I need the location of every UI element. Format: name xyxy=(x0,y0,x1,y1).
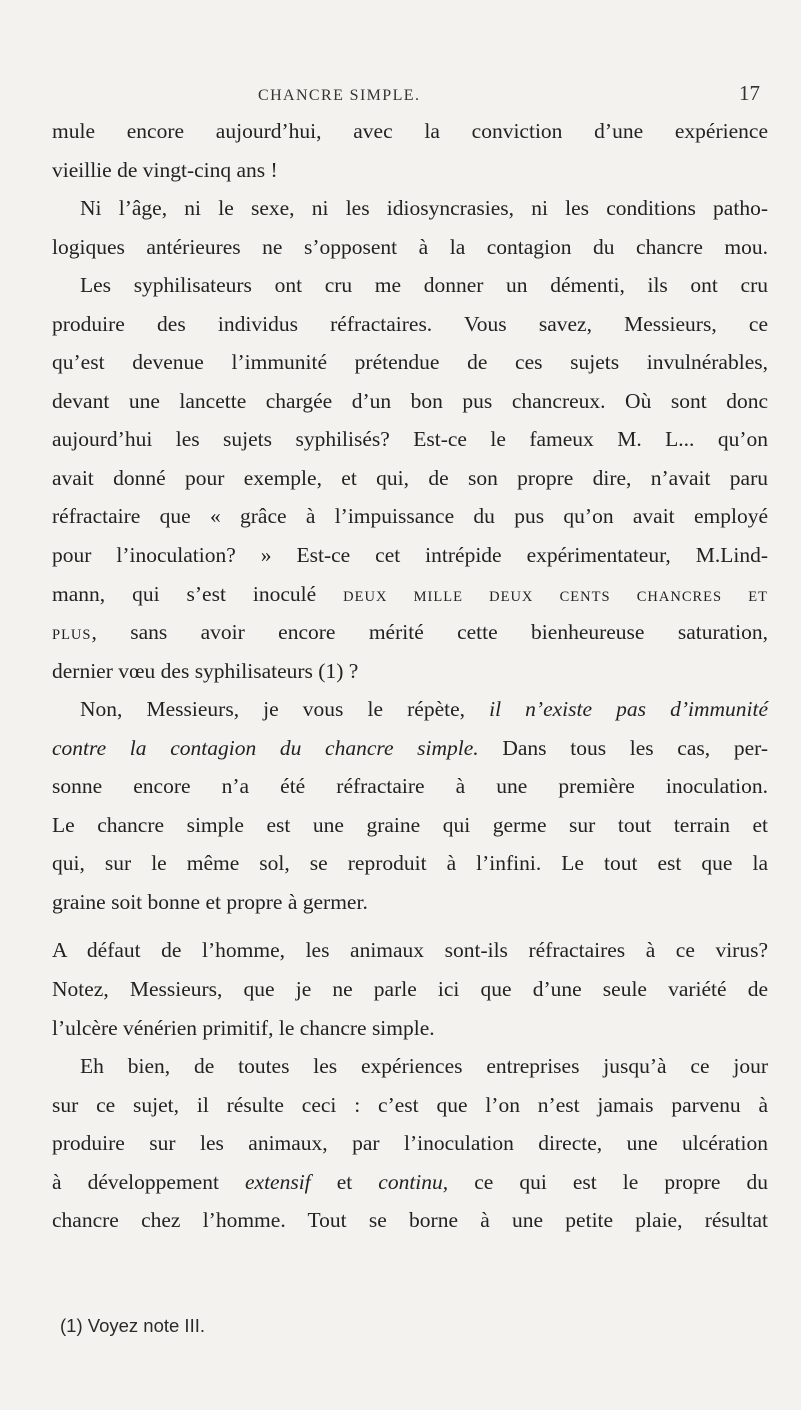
text-line xyxy=(52,729,768,768)
text-line xyxy=(52,613,768,652)
text-line: produire des individus réfractaires. Vous savez, Messieurs, ce xyxy=(52,311,768,336)
text-run: Non, Messieurs, je vous le répète, xyxy=(80,697,466,722)
text-line: dernier vœu des syphilisateurs (1) ? xyxy=(52,658,359,683)
text-run: et xyxy=(336,1169,353,1194)
text-line: Eh bien, de toutes les expériences entreprises jusqu’à ce jour xyxy=(80,1054,768,1079)
paragraph-gap xyxy=(52,921,768,931)
text-line: Le chancre simple est une graine qui germe sur tout terrain et xyxy=(52,812,768,837)
text-line: réfractaire que « grâce à l’impuissance du pus qu’on avait employé xyxy=(52,504,768,529)
text-line: mule encore aujourd’hui, avec la conviction d’une expérience xyxy=(52,119,768,143)
running-title: CHANCRE SIMPLE. xyxy=(258,87,421,104)
text-line: Notez, Messieurs, que je ne parle ici que d’une seule variété de xyxy=(52,977,768,1002)
footnote: (1) Voyez note III. xyxy=(60,1315,205,1336)
text-line: aujourd’hui les sujets syphilisés? Est-ce le fameux M. L... qu’on xyxy=(52,427,768,452)
text-line: produire sur les animaux, par l’inoculation directe, une ulcération xyxy=(52,1131,768,1156)
text-line: A défaut de l’homme, les animaux sont-ils réfractaires à ce virus? xyxy=(52,938,768,963)
text-run: , sans avoir encore mérité cette bienheureuse saturation, xyxy=(91,620,768,645)
text-line: qu’est devenue l’immunité prétendue de ces sujets invulnérables, xyxy=(52,350,768,375)
text-line: sur ce sujet, il résulte ceci : c’est que l’on n’est jamais parvenu à xyxy=(52,1092,768,1117)
text-line: qui, sur le même sol, se reproduit à l’infini. Le tout est que la xyxy=(52,851,768,876)
text-line: l’ulcère vénérien primitif, le chancre simple. xyxy=(52,1015,435,1040)
text-line: logiques antérieures ne s’opposent à la contagion du chancre mou. xyxy=(52,234,768,259)
text-line: graine soit bonne et propre à germer. xyxy=(52,889,368,914)
italic-emphasis: continu, xyxy=(378,1169,449,1194)
italic-emphasis: il n’existe pas d’immunité xyxy=(489,697,769,722)
text-line: avait donné pour exemple, et qui, de son propre dire, n’avait paru xyxy=(52,465,768,490)
text-run: ce qui est le propre du xyxy=(474,1169,768,1194)
text-line xyxy=(52,1163,768,1202)
small-caps-emphasis: DEUX MILLE DEUX CENTS CHANCRES ET xyxy=(343,588,769,605)
text-run: Dans tous les cas, per- xyxy=(478,735,768,760)
italic-emphasis: contre la contagion du chancre simple. xyxy=(52,735,479,760)
text-line: chancre chez l’homme. Tout se borne à une petite plaie, résultat xyxy=(52,1208,768,1233)
italic-emphasis: extensif xyxy=(244,1169,311,1194)
page-number: 17 xyxy=(739,81,760,105)
text-line xyxy=(52,575,768,614)
text-line: vieillie de vingt-cinq ans ! xyxy=(52,157,278,182)
small-caps-emphasis: PLUS xyxy=(52,627,92,644)
text-line: sonne encore n’a été réfractaire à une première inoculation. xyxy=(52,774,768,799)
text-line xyxy=(52,690,768,729)
text-line: Les syphilisateurs ont cru me donner un démenti, ils ont cru xyxy=(80,273,768,298)
text-line: pour l’inoculation? » Est-ce cet intrépide expérimentateur, M.Lind- xyxy=(52,543,768,568)
text-run: mann, qui s’est inoculé xyxy=(52,581,317,606)
text-line: Ni l’âge, ni le sexe, ni les idiosyncrasies, ni les conditions patho- xyxy=(80,196,768,221)
text-run: à développement xyxy=(52,1169,219,1194)
running-header xyxy=(0,83,801,109)
body-text xyxy=(52,112,768,1240)
text-line: devant une lancette chargée d’un bon pus chancreux. Où sont donc xyxy=(52,388,768,413)
